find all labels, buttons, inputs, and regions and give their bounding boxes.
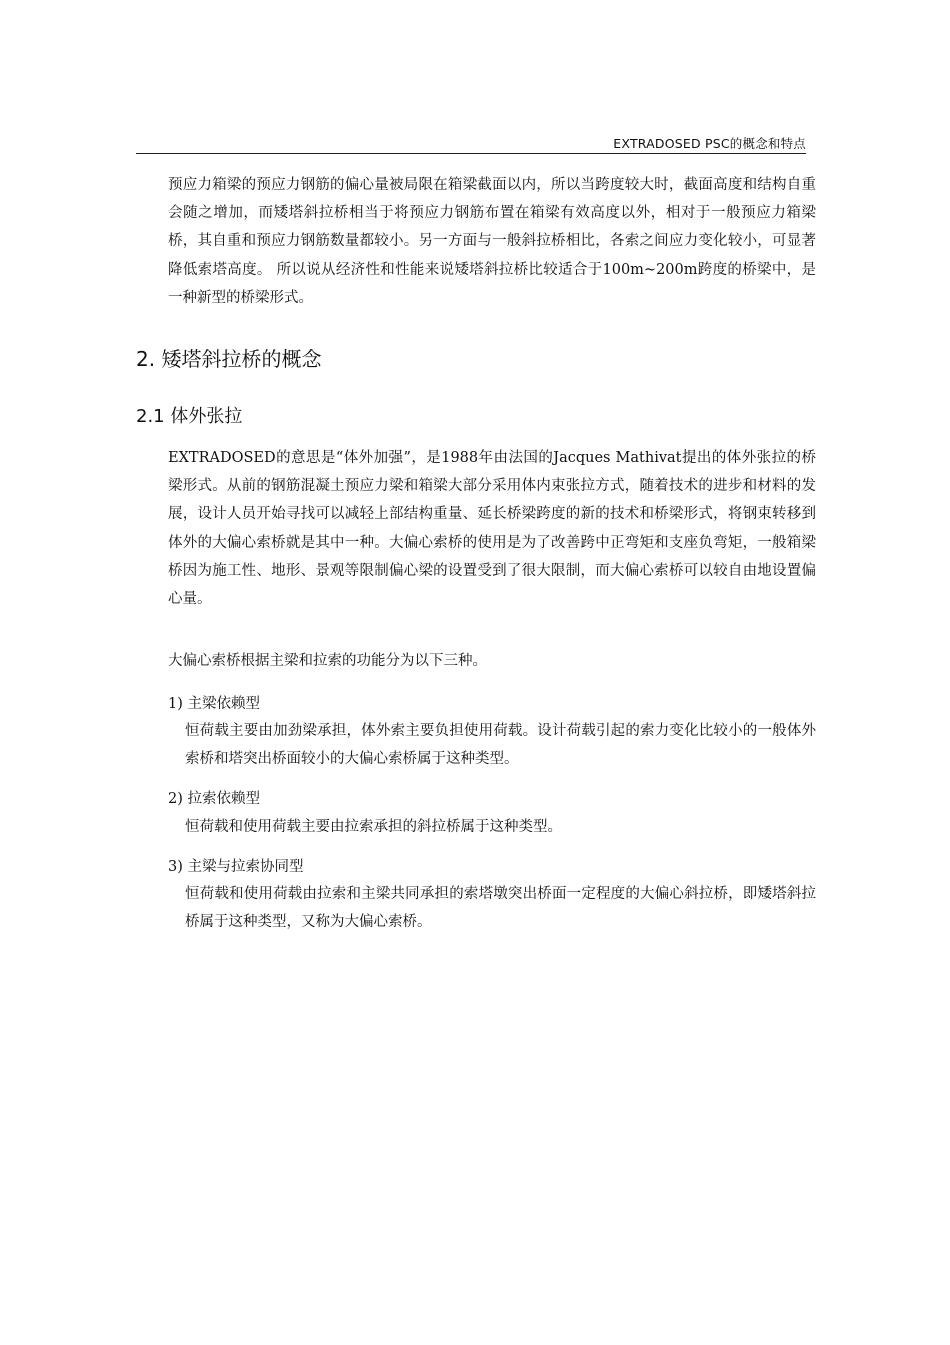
type-3-body: 恒荷载和使用荷载由拉索和主梁共同承担的索塔墩突出桥面一定程度的大偏心斜拉桥，即矮塔斜拉桥属于这种类型，又称为大偏心索桥。: [185, 886, 816, 931]
type-2-label: 2) 拉索依赖型: [168, 791, 260, 807]
type-2-body: 恒荷载和使用荷载主要由拉索承担的斜拉桥属于这种类型。: [185, 819, 562, 835]
intro-paragraph: 预应力箱梁的预应力钢筋的偏心量被局限在箱梁截面以内，所以当跨度较大时，截面高度和结构自重会随之增加，而矮塔斜拉桥相当于将预应力钢筋布置在箱梁有效高度以外，相对于一般预应力箱梁桥，其自重和预应力钢筋数量都较小。另一方面与一般斜拉桥相比，各索之间应力变化较小，可显著降低索塔高度。 所以说从经济性和性能来说矮塔斜拉桥比较适合于100m~200m跨度的桥梁中，是一种新型的桥梁形式。: [168, 177, 816, 306]
type-3-label: 3) 主梁与拉索协同型: [168, 859, 304, 875]
section-paragraph-2: 大偏心索桥根据主梁和拉索的功能分为以下三种。: [168, 653, 487, 669]
type-1-label: 1) 主梁依赖型: [168, 696, 260, 712]
running-header: EXTRADOSED PSC的概念和特点: [613, 136, 806, 151]
header-rule: [136, 153, 806, 154]
subsection-heading: 2.1 体外张拉: [136, 406, 243, 427]
section-heading: 2. 矮塔斜拉桥的概念: [136, 347, 322, 371]
type-1-body: 恒荷载主要由加劲梁承担，体外索主要负担使用荷载。设计荷载引起的索力变化比较小的一般体外索桥和塔突出桥面较小的大偏心索桥属于这种类型。: [185, 723, 816, 768]
section-paragraph-1: EXTRADOSED的意思是“体外加强”，是1988年由法国的Jacques Mathivat提出的体外张拉的桥梁形式。从前的钢筋混凝土预应力梁和箱梁大部分采用体内束张拉方式，随着技术的进步和材料的发展，设计人员开始寻找可以减轻上部结构重量、延长桥梁跨度的新的技术和桥梁形式，将钢束转移到体外的大偏心索桥就是其中一种。大偏心索桥的使用是为了改善跨中正弯矩和支座负弯矩，一般箱梁桥因为施工性、地形、景观等限制偏心梁的设置受到了很大限制，而大偏心索桥可以较自由地设置偏心量。: [168, 450, 816, 608]
